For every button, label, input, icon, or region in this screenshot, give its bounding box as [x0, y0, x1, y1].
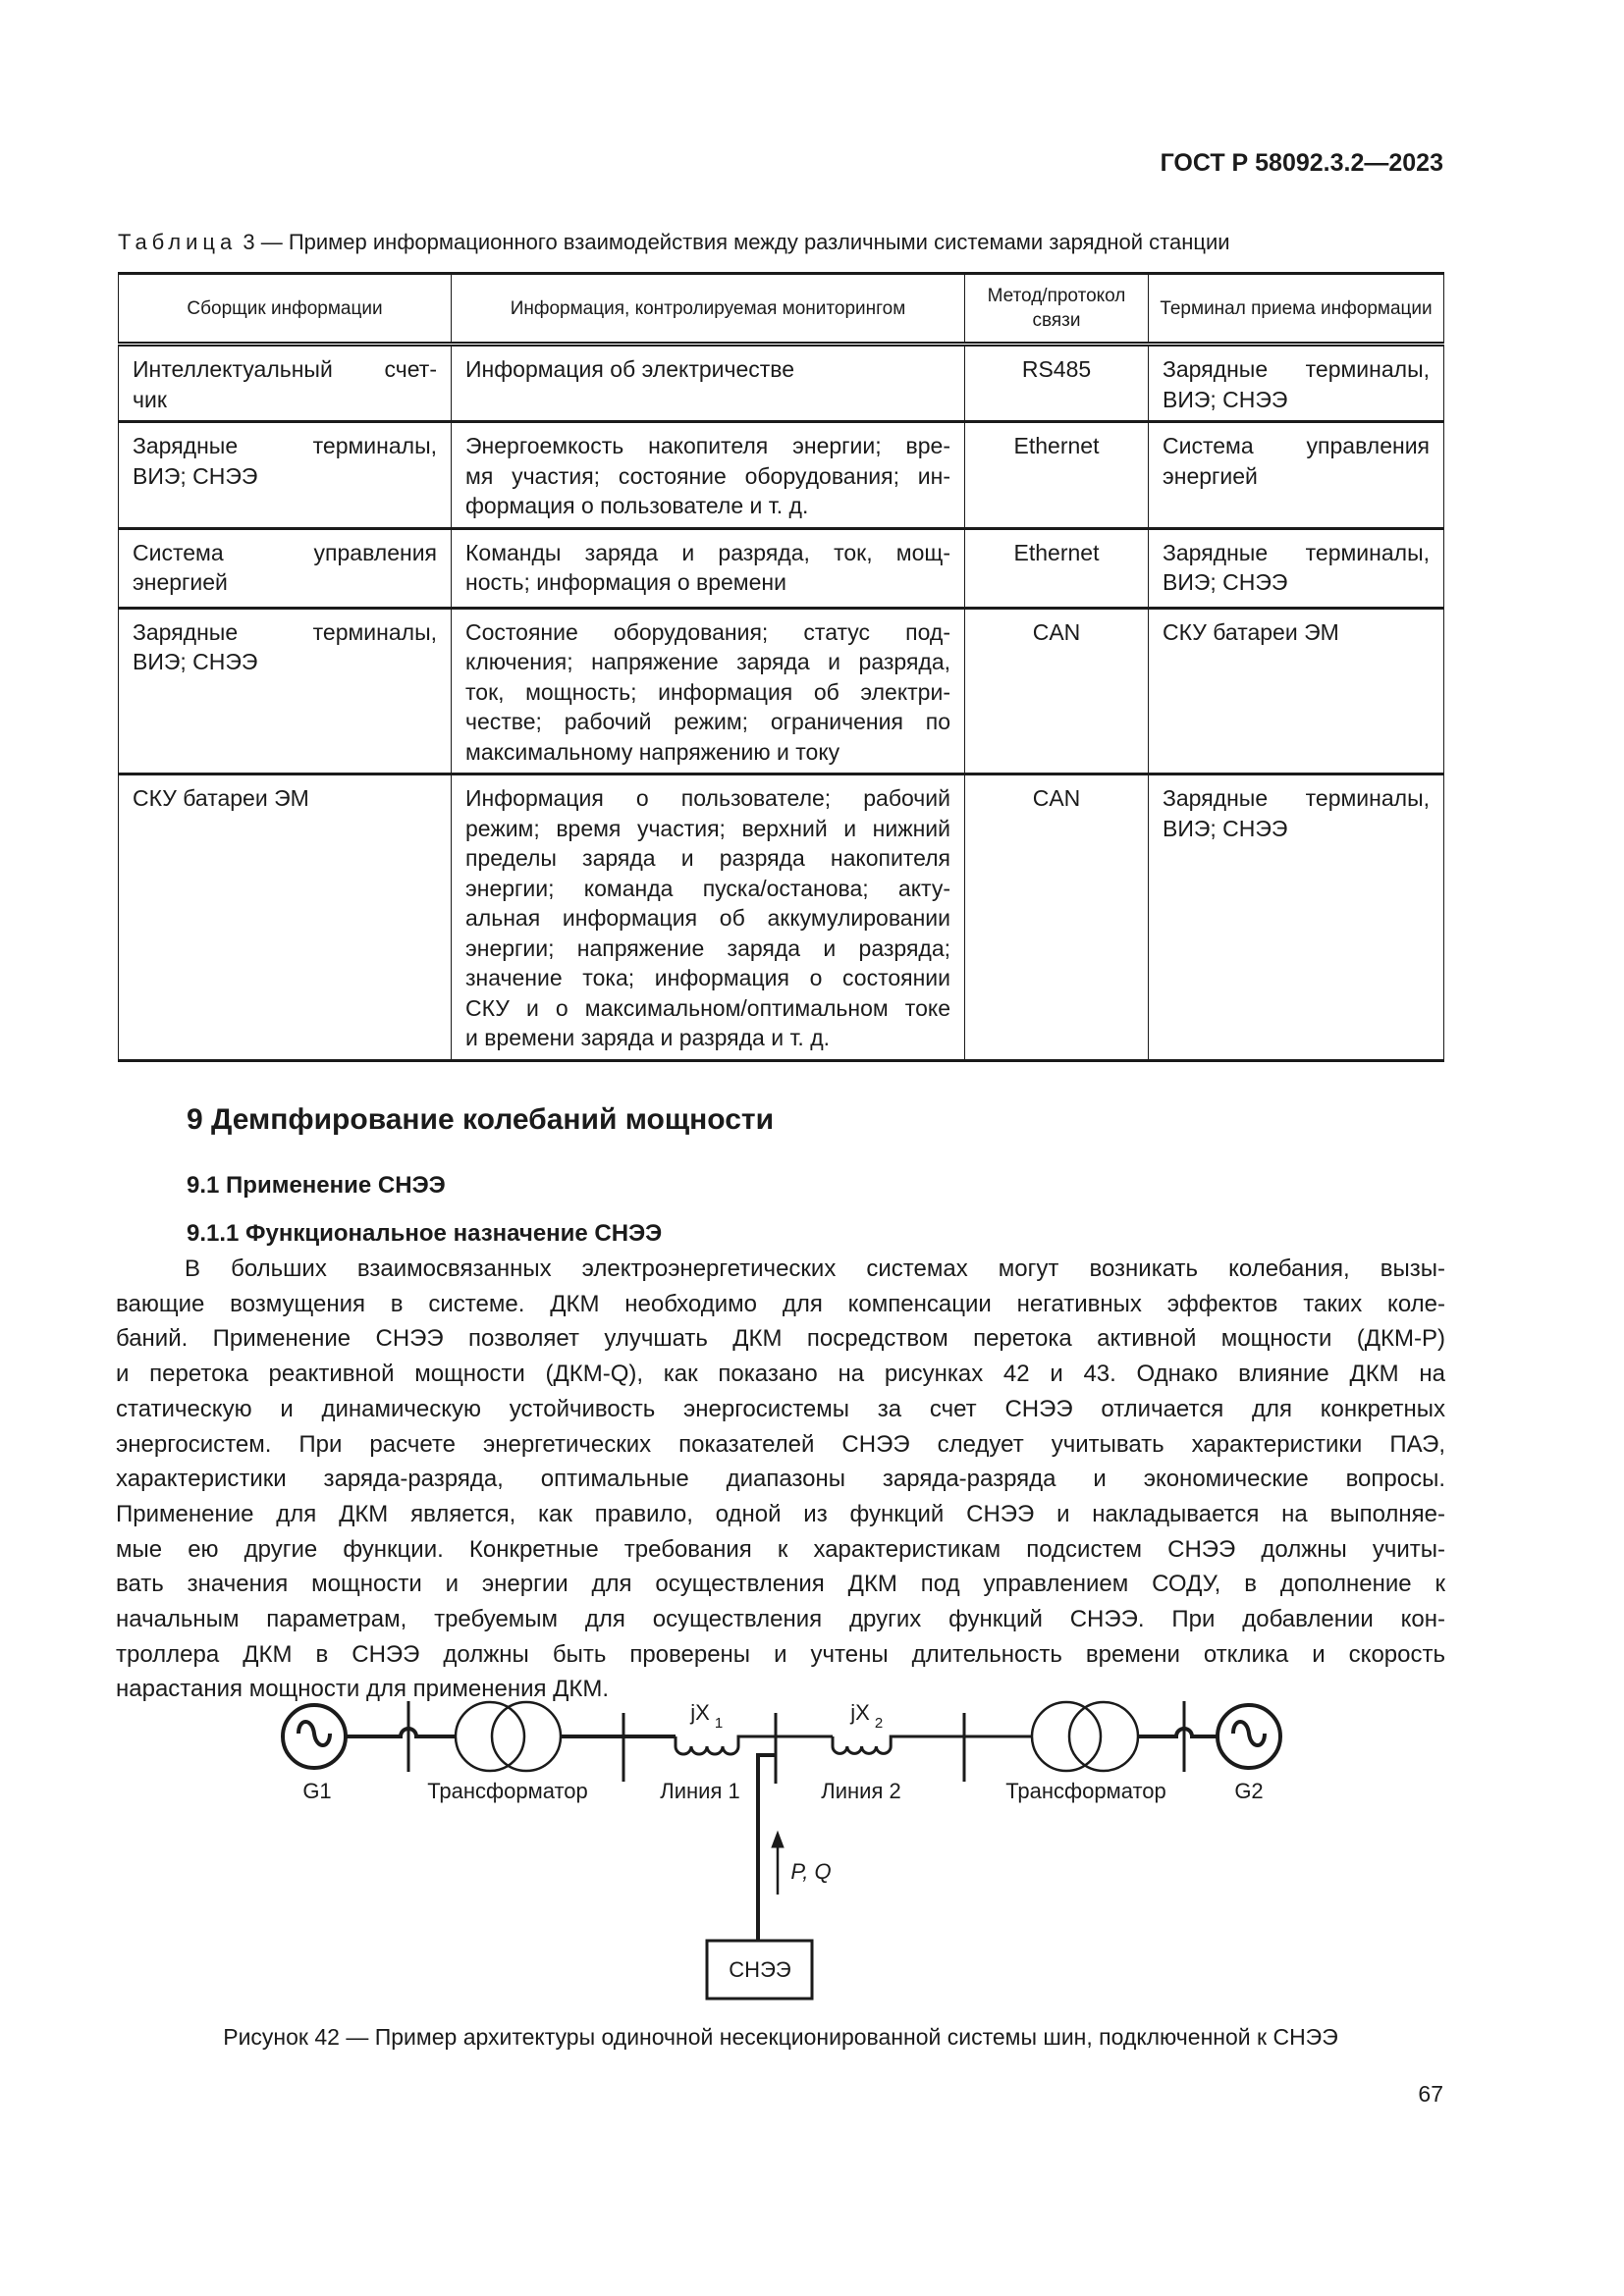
page-number: 67 [1418, 2081, 1443, 2107]
transformer-1-icon [456, 1702, 561, 1771]
generator-g1-icon [283, 1705, 346, 1768]
cell-info [452, 528, 965, 608]
text-line: пределы заряда и разряда накопителя [465, 845, 950, 871]
text-line: максимальному напряжению и току [465, 738, 840, 765]
text-line: характеристики заряда-разряда, оптимальные диапазоны заряда-разряда и экономические вопросы. [116, 1466, 1445, 1493]
document-code: ГОСТ Р 58092.3.2—2023 [1160, 149, 1443, 177]
figure-caption: Рисунок 42 — Пример архитектуры одиночной несекционированной системы шин, подключенной к СНЭЭ [223, 2024, 1338, 2050]
cell-collector [119, 608, 452, 774]
text-line: СКУ батареи ЭМ [133, 785, 309, 811]
inductor-x2-icon [833, 1736, 1032, 1753]
cell-terminal [1149, 608, 1444, 774]
label-pq: P, Q [790, 1859, 832, 1884]
cell-protocol [965, 422, 1149, 529]
text-line: Зарядные терминалы, [1163, 785, 1430, 811]
label-storage: СНЭЭ [729, 1957, 791, 1982]
text-line: Зарядные терминалы, [133, 618, 437, 645]
single-line-diagram [0, 1669, 1624, 2022]
cell-collector [119, 774, 452, 1061]
cell-protocol [965, 528, 1149, 608]
transformer-2-icon [1032, 1702, 1138, 1771]
text-line: энергией [1163, 462, 1258, 489]
table-caption-text: 3 — Пример информационного взаимодействия между различными системами зарядной станции [237, 230, 1230, 254]
cell-protocol [965, 774, 1149, 1061]
cell-terminal [1149, 345, 1444, 422]
text-line: Ethernet [1013, 539, 1100, 565]
generator-g2-icon [1218, 1705, 1280, 1768]
section-heading: 9 Демпфирование колебаний мощности [187, 1103, 775, 1136]
subsection-heading: 9.1 Применение СНЭЭ [187, 1172, 446, 1199]
text-line: альная информация об аккумулировании [465, 905, 950, 931]
cell-info [452, 345, 965, 422]
text-line: Система управления [133, 539, 437, 565]
text-line: Информация об электричестве [465, 356, 795, 382]
label-line-1: Линия 1 [660, 1779, 740, 1803]
text-line: мя участия; состояние оборудования; ин- [465, 462, 950, 489]
column-header: Терминал приема информации [1149, 274, 1444, 345]
text-line: и перетока реактивной мощности (ДКМ-Q), как показано на рисунках 42 и 43. Однако влияние ДКМ на [116, 1361, 1445, 1388]
cell-collector [119, 422, 452, 529]
inductor-x1-icon [676, 1736, 833, 1754]
label-transformer-2: Трансформатор [1005, 1779, 1166, 1803]
text-line: Зарядные терминалы, [1163, 356, 1430, 382]
label-g2: G2 [1234, 1779, 1264, 1803]
text-line: режим; время участия; верхний и нижний [465, 815, 950, 841]
text-line: CAN [1032, 618, 1081, 645]
label-jx1-subscript: 1 [714, 1715, 724, 1732]
column-header: Метод/протокол связи [965, 274, 1149, 345]
text-line: и времени заряда и разряда и т. д. [465, 1025, 831, 1050]
text-line: энергии; команда пуска/останова; акту- [465, 875, 950, 901]
text-line: энергии; напряжение заряда и разряда; [465, 934, 950, 961]
table-caption [118, 230, 1230, 255]
text-line: ВИЭ; СНЭЭ [133, 462, 258, 489]
text-line: ность; информация о времени [465, 569, 786, 595]
text-line: Информация о пользователе; рабочий [465, 785, 950, 811]
cell-terminal [1149, 774, 1444, 1061]
text-line: Зарядные терминалы, [133, 433, 437, 458]
text-line: баний. Применение СНЭЭ позволяет улучшать ДКМ посредством перетока активной мощности (ДКМ-Р) [116, 1325, 1445, 1353]
table-row [119, 608, 1444, 774]
text-line: ВИЭ; СНЭЭ [1163, 386, 1288, 412]
text-line: честве; рабочий режим; ограничения по [465, 709, 950, 734]
text-line: RS485 [1021, 356, 1092, 382]
cell-info [452, 774, 965, 1061]
text-line: вающие возмущения в системе. ДКМ необходимо для компенсации негативных эффектов таких коле- [116, 1290, 1445, 1317]
text-line: Состояние оборудования; статус под- [465, 618, 950, 645]
table-header-row [119, 274, 1444, 345]
text-line: Применение для ДКМ является, как правило, одной из функций СНЭЭ и накладывается на выполняе- [116, 1500, 1445, 1527]
label-jx1: jX [690, 1700, 710, 1725]
text-line: ВИЭ; СНЭЭ [1163, 569, 1288, 595]
text-line: значение тока; информация о состоянии [465, 965, 950, 990]
subsubsection-heading: 9.1.1 Функциональное назначение СНЭЭ [187, 1220, 663, 1247]
label-transformer-1: Трансформатор [427, 1779, 588, 1803]
line-g1-transformer [346, 1729, 456, 1736]
text-line: начальным параметрам, требуемым для осуществления других функций СНЭЭ. При добавлении кон- [116, 1606, 1445, 1633]
text-line: энергосистем. При расчете энергетических показателей СНЭЭ следует учитывать характеристики ПАЭ, [116, 1430, 1445, 1458]
text-line: ВИЭ; СНЭЭ [133, 649, 258, 674]
text-line: CAN [1032, 785, 1081, 811]
text-line: ВИЭ; СНЭЭ [1163, 815, 1288, 841]
column-header: Сборщик информации [119, 274, 452, 345]
text-line: Зарядные терминалы, [1163, 539, 1430, 565]
cell-collector [119, 528, 452, 608]
text-line: статическую и динамическую устойчивость энергосистемы за счет СНЭЭ отличается для конкретных [116, 1395, 1445, 1422]
body-paragraph [116, 1252, 1445, 1707]
table-row [119, 528, 1444, 608]
text-line: В больших взаимосвязанных электроэнергетических системах могут возникать колебания, вызы- [185, 1255, 1445, 1282]
label-g1: G1 [302, 1779, 332, 1803]
text-line: Команды заряда и разряда, ток, мощ- [465, 539, 950, 565]
column-header: Информация, контролируемая мониторингом [452, 274, 965, 345]
info-exchange-table [118, 272, 1444, 1062]
text-line: ток, мощность; информация об электри- [465, 678, 950, 705]
text-line: троллера ДКМ в СНЭЭ должны быть проверены и учтены длительность времени отклика и скорость [116, 1640, 1445, 1668]
text-line: СКУ и о максимальном/оптимальном токе [465, 994, 950, 1021]
table-row [119, 422, 1444, 529]
cell-info [452, 422, 965, 529]
text-line: Энергоемкость накопителя энергии; вре- [465, 433, 950, 458]
label-line-2: Линия 2 [821, 1779, 901, 1803]
text-line: СКУ батареи ЭМ [1163, 618, 1339, 645]
text-line: Интеллектуальный счет- [133, 356, 437, 382]
table-row [119, 345, 1444, 422]
text-line: энергией [133, 569, 228, 595]
text-line: чик [133, 386, 167, 412]
arrow-head-icon [772, 1832, 784, 1847]
cell-terminal [1149, 528, 1444, 608]
line-transformer-g2 [1138, 1729, 1218, 1736]
cell-protocol [965, 345, 1149, 422]
text-line: ключения; напряжение заряда и разряда, [465, 649, 950, 674]
text-line: формация о пользователе и т. д. [465, 493, 809, 518]
cell-info [452, 608, 965, 774]
cell-protocol [965, 608, 1149, 774]
cell-terminal [1149, 422, 1444, 529]
text-line: Система управления [1163, 433, 1430, 458]
text-line: мые ею другие функции. Конкретные требования к характеристикам подсистем СНЭЭ должны учиты- [116, 1535, 1445, 1563]
table-row [119, 774, 1444, 1061]
table-caption-prefix: Таблица [118, 230, 238, 254]
text-line: Ethernet [1013, 433, 1100, 458]
text-line: нарастания мощности для применения ДКМ. [116, 1676, 610, 1703]
label-jx2: jX [850, 1700, 870, 1725]
text-line: вать значения мощности и энергии для осуществления ДКМ под управлением СОДУ, в дополнение к [116, 1571, 1445, 1598]
cell-collector [119, 345, 452, 422]
label-jx2-subscript: 2 [874, 1715, 884, 1732]
